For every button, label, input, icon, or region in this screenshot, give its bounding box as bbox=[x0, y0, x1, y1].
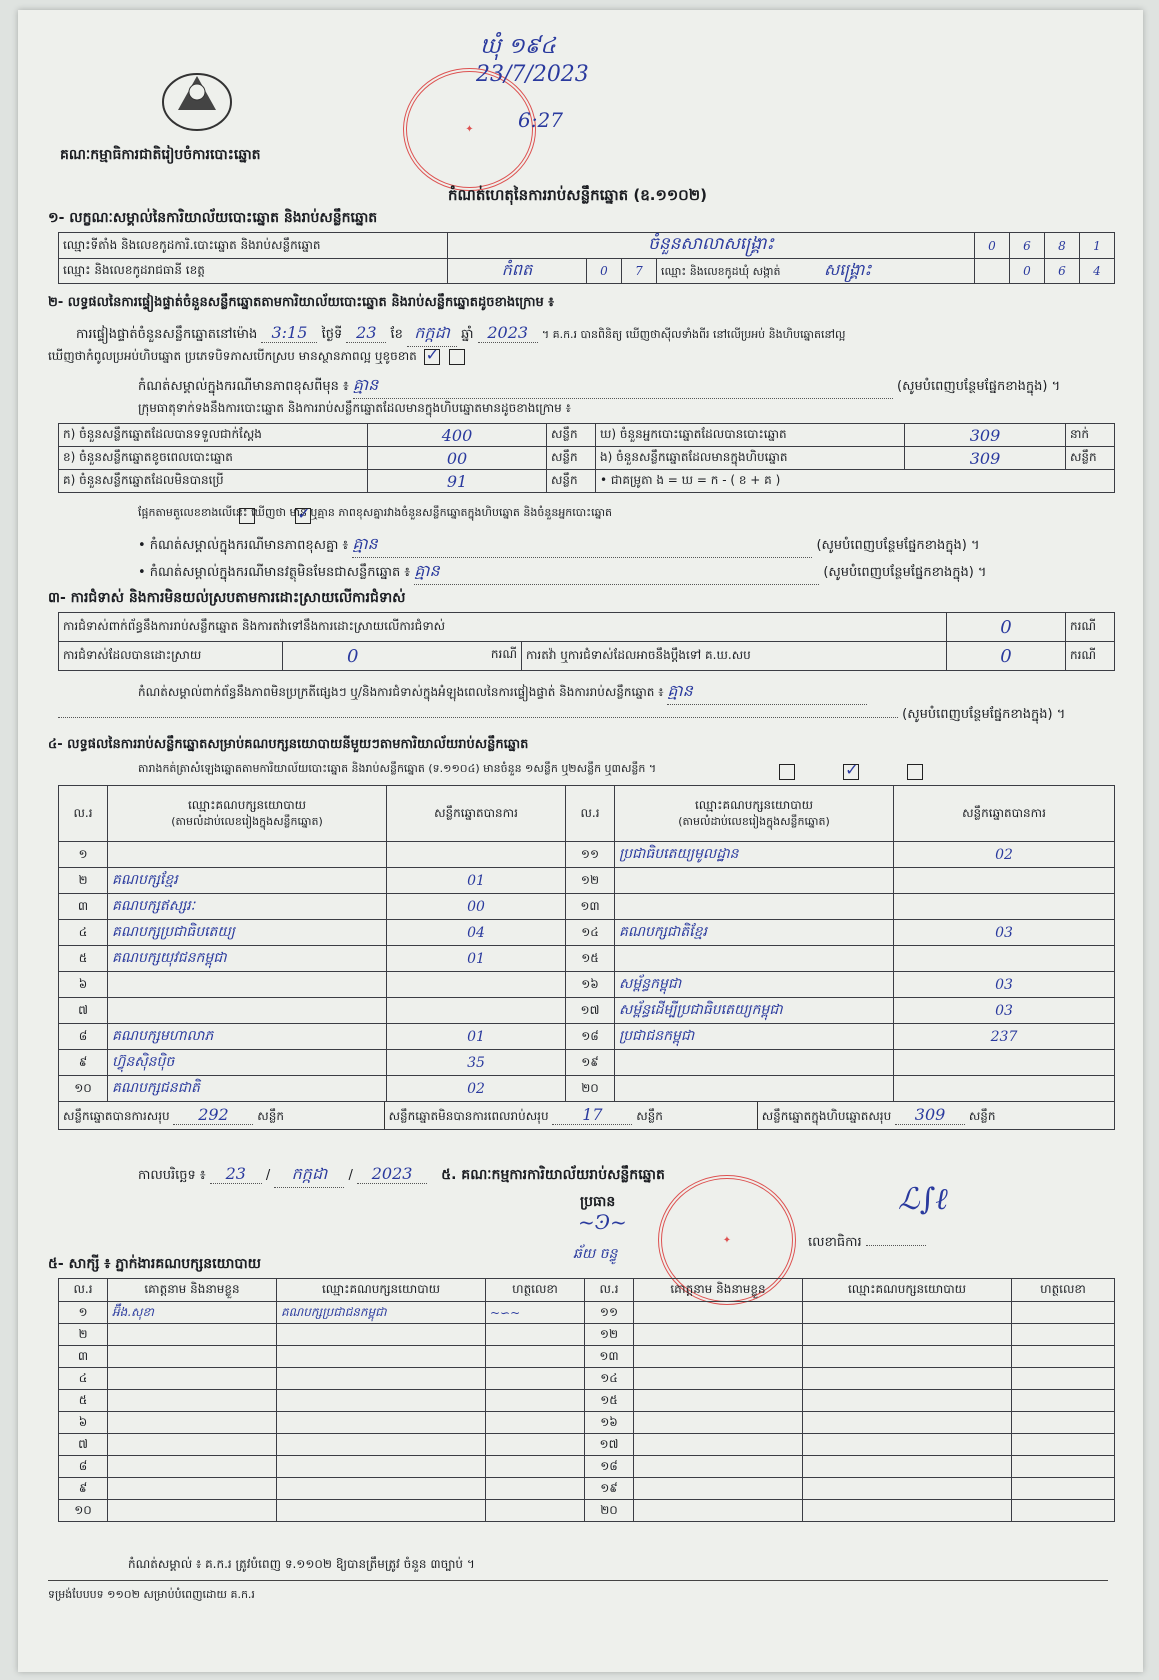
witness-signature bbox=[1012, 1368, 1115, 1390]
secretary-label: លេខាធិការ bbox=[808, 1235, 862, 1250]
ballot-materials-text: ក្រុមធាតុទាក់ទងនឹងការបោះឆ្នោត និងការរាប់សន្លឹកឆ្នោតដែលមានក្នុងហិបឆ្នោតមានដូចខាងក្រោម ៖ bbox=[138, 401, 571, 415]
witness-no: ១៨ bbox=[585, 1456, 634, 1478]
witness-no: ៤ bbox=[59, 1368, 108, 1390]
objections-unit: ករណី bbox=[1066, 613, 1115, 642]
party-no: ១៣ bbox=[566, 894, 615, 920]
secretary-signature-icon: ℒ∫ℓ bbox=[898, 1182, 948, 1217]
party-no: ២ bbox=[59, 868, 108, 894]
witness-name bbox=[634, 1478, 803, 1500]
witness-party bbox=[277, 1478, 486, 1500]
witness-signature bbox=[1012, 1346, 1115, 1368]
col-no-header: ល.រ bbox=[59, 786, 108, 842]
party-no: ៥ bbox=[59, 946, 108, 972]
objections-table bbox=[58, 612, 1115, 671]
party-row bbox=[59, 1076, 1115, 1102]
witness-party bbox=[803, 1302, 1012, 1324]
party-name bbox=[615, 1076, 894, 1102]
fill-hint: (សូមបំពេញបន្ថែមផ្នែកខាងក្នុង) ។ bbox=[816, 538, 980, 553]
witness-no: ៩ bbox=[59, 1478, 108, 1500]
fill-hint: (សូមបំពេញបន្ថែមផ្នែកខាងក្នុង) ។ bbox=[897, 379, 1061, 394]
witness-no: ៨ bbox=[59, 1456, 108, 1478]
province-label: ឈ្មោះ និងលេខកូដរាជធានី ខេត្ត bbox=[59, 259, 448, 284]
witness-signature bbox=[486, 1368, 585, 1390]
total-unit: សន្លឹក bbox=[257, 1109, 284, 1123]
witness-no: ៥ bbox=[59, 1390, 108, 1412]
resolved-value: 0 bbox=[347, 645, 359, 667]
witness-row bbox=[59, 1412, 1115, 1434]
witness-signature: ~∽~ bbox=[486, 1302, 585, 1324]
total-valid-value: 292 bbox=[173, 1105, 253, 1125]
total-invalid-label: សន្លឹកឆ្នោតមិនបានការពេលរាប់សរុប bbox=[388, 1109, 549, 1123]
official-stamp-top: ✦ bbox=[403, 68, 536, 191]
section-1-table bbox=[58, 232, 1115, 284]
party-row bbox=[59, 920, 1115, 946]
count-row-label: ង) ចំនួនសន្លឹកឆ្នោតដែលមានក្នុងហិបឆ្នោត bbox=[596, 447, 905, 470]
witness-name bbox=[634, 1368, 803, 1390]
witness-name bbox=[108, 1500, 277, 1522]
total-invalid-value: 17 bbox=[552, 1105, 632, 1125]
party-no: ១១ bbox=[566, 842, 615, 868]
witness-party bbox=[803, 1456, 1012, 1478]
witness-name bbox=[108, 1412, 277, 1434]
witness-no: ៣ bbox=[59, 1346, 108, 1368]
party-row bbox=[59, 1024, 1115, 1050]
witness-row bbox=[59, 1456, 1115, 1478]
party-votes: 00 bbox=[387, 894, 566, 920]
witness-row bbox=[59, 1390, 1115, 1412]
witness-no: ២ bbox=[59, 1324, 108, 1346]
party-name: គណបក្សជាតិខ្មែរ bbox=[615, 920, 894, 946]
witness-signature bbox=[1012, 1302, 1115, 1324]
witness-name bbox=[108, 1478, 277, 1500]
party-votes bbox=[894, 1076, 1115, 1102]
total-unit: សន្លឹក bbox=[968, 1109, 996, 1123]
witness-no: ៧ bbox=[59, 1434, 108, 1456]
party-row bbox=[59, 842, 1115, 868]
verification-time: 3:15 bbox=[261, 323, 317, 343]
witness-name bbox=[634, 1302, 803, 1324]
province-code-digit: 7 bbox=[622, 259, 657, 284]
commune-label: ឈ្មោះ និងលេខកូដឃុំ សង្កាត់ bbox=[661, 265, 781, 278]
party-votes: 01 bbox=[387, 868, 566, 894]
verification-month: កក្កដា bbox=[407, 322, 457, 347]
col-party-header: ឈ្មោះគណបក្សនយោបាយ bbox=[187, 797, 307, 812]
witness-name bbox=[634, 1456, 803, 1478]
witness-no: ១១ bbox=[585, 1302, 634, 1324]
party-votes bbox=[387, 842, 566, 868]
fill-hint: (សូមបំពេញបន្ថែមផ្នែកខាងក្នុង) ។ bbox=[823, 565, 987, 580]
party-row bbox=[59, 998, 1115, 1024]
date-year: 2023 bbox=[357, 1164, 427, 1184]
party-name: គណបក្សខ្មែរ bbox=[108, 868, 387, 894]
party-name: គណបក្សយុវជនកម្ពុជា bbox=[108, 946, 387, 972]
witness-signature bbox=[1012, 1456, 1115, 1478]
col-no-header: ល.រ bbox=[566, 786, 615, 842]
verification-text-d: ឆ្នាំ bbox=[461, 327, 474, 342]
witness-no: ១២ bbox=[585, 1324, 634, 1346]
witness-signature bbox=[486, 1456, 585, 1478]
party-results-table bbox=[58, 785, 1115, 1130]
fill-hint: (សូមបំពេញបន្ថែមផ្នែកខាងក្នុង) ។ bbox=[902, 707, 1066, 722]
party-no: ១៤ bbox=[566, 920, 615, 946]
total-box-value: 309 bbox=[895, 1105, 965, 1125]
party-no: ១៥ bbox=[566, 946, 615, 972]
party-no: ១ bbox=[59, 842, 108, 868]
party-name bbox=[615, 868, 894, 894]
location-label: ឈ្មោះទីតាំង និងលេខកូដការិ.បោះឆ្នោត និងរាប់សន្លឹកឆ្នោត bbox=[59, 233, 448, 259]
completion-note: កំណត់សម្គាល់ ៖ គ.ក.រ ត្រូវបំពេញ ទ.១១០២ ឱ្យបានត្រឹមត្រូវ ចំនួន ៣ច្បាប់ ។ bbox=[128, 1557, 475, 1571]
official-stamp-bottom: ✦ bbox=[658, 1175, 796, 1305]
verification-text-a: ការផ្ទៀងផ្ទាត់ចំនួនសន្លឹកឆ្នោតនៅម៉ោង bbox=[76, 327, 258, 342]
party-name: សម្ព័ន្ធកម្ពុជា bbox=[615, 972, 894, 998]
commune-code-digit: 0 bbox=[1010, 259, 1045, 284]
party-name: គណបក្សមហាលាភ bbox=[108, 1024, 387, 1050]
chair-signature-icon: ~Ͽ~ bbox=[578, 1210, 627, 1234]
witness-party bbox=[277, 1324, 486, 1346]
witness-signature bbox=[486, 1500, 585, 1522]
three-sheets-checkbox[interactable] bbox=[907, 764, 923, 780]
party-no: ១៧ bbox=[566, 998, 615, 1024]
bullet1-label: • កំណត់សម្គាល់ក្នុងករណីមានភាពខុសគ្នា ៖ bbox=[138, 538, 349, 553]
commune-code-digit: 6 bbox=[1045, 259, 1080, 284]
party-no: ៤ bbox=[59, 920, 108, 946]
bullet2-value: គ្មាន bbox=[414, 560, 819, 585]
irregularity-label: កំណត់សម្គាល់ពាក់ព័ន្ធនឹងភាពមិនប្រក្រតីផ្សេងៗ ឬ/និងការជំទាស់ក្នុងអំឡុងពេលនៃការផ្ទៀងផ្ទាត់ និងការរាប់សន្លឹកឆ្នោត ៖ bbox=[138, 685, 664, 699]
party-row bbox=[59, 894, 1115, 920]
date-day: 23 bbox=[210, 1164, 262, 1184]
witness-name bbox=[634, 1434, 803, 1456]
section-3-heading: ៣- ការជំទាស់ និងការមិនយល់ស្របតាមការដោះស្រាយលើការជំទាស់ bbox=[48, 590, 406, 606]
verification-day: 23 bbox=[346, 323, 386, 343]
party-votes: 03 bbox=[894, 998, 1115, 1024]
appeal-label: ការតវ៉ា ឬការជំទាស់ដែលអាចនឹងប្តឹងទៅ គ.ឃ.សប bbox=[522, 642, 947, 671]
bullet1-value: គ្មាន bbox=[352, 533, 812, 558]
two-sheets-checkbox[interactable] bbox=[843, 764, 859, 780]
party-name: គណបក្សជនជាតិ bbox=[108, 1076, 387, 1102]
handwritten-annotation-1: ឃុំ ១៩៤ bbox=[480, 34, 556, 59]
witness-signature bbox=[1012, 1390, 1115, 1412]
witness-no: ៦ bbox=[59, 1412, 108, 1434]
witness-party bbox=[803, 1390, 1012, 1412]
resolved-label: ការជំទាស់ដែលបានដោះស្រាយ bbox=[59, 642, 283, 671]
witness-party bbox=[277, 1500, 486, 1522]
witness-no: ២០ bbox=[585, 1500, 634, 1522]
party-votes: 02 bbox=[387, 1076, 566, 1102]
party-no: ៧ bbox=[59, 998, 108, 1024]
ballot-counts-table bbox=[58, 423, 1115, 493]
witness-row bbox=[59, 1324, 1115, 1346]
discrepancy-text: ផ្អែកតាមតួលេខខាងលើនេះ ឃើញថា មាន ឬគ្មាន ភាពខុសគ្នារវាងចំនួនសន្លឹកឆ្នោតក្នុងហិបឆ្នោត និងចំនួនអ្នកបោះឆ្នោត bbox=[138, 506, 613, 519]
count-row-unit: សន្លឹក bbox=[547, 470, 596, 493]
resolved-unit: ករណី bbox=[490, 646, 517, 661]
w-col-party: ឈ្មោះគណបក្សនយោបាយ bbox=[803, 1279, 1012, 1302]
formula-text: • ជាគម្រូតា ង = ឃ = ក - ( ខ + គ ) bbox=[596, 470, 1115, 493]
count-row-label: ឃ) ចំនួនអ្នកបោះឆ្នោតដែលបានបោះឆ្នោត bbox=[596, 424, 905, 447]
witness-row bbox=[59, 1434, 1115, 1456]
witness-name bbox=[634, 1500, 803, 1522]
witness-name bbox=[108, 1434, 277, 1456]
box-condition-text: ឃើញថាកំពូលប្រអប់ហិបឆ្នោត ប្រភេទបិទភាសបើកស្រប មានស្ថានភាពល្អ ឬខូចខាត bbox=[48, 349, 417, 363]
count-row-value: 309 bbox=[905, 424, 1066, 447]
witness-signature bbox=[1012, 1500, 1115, 1522]
witness-name bbox=[108, 1390, 277, 1412]
witness-name bbox=[108, 1456, 277, 1478]
witness-name bbox=[634, 1324, 803, 1346]
witness-name bbox=[108, 1346, 277, 1368]
w-col-no: ល.រ bbox=[59, 1279, 108, 1302]
party-votes bbox=[387, 998, 566, 1024]
bullet2-label: • កំណត់សម្គាល់ក្នុងករណីមានវត្ថុមិនមែនជាសន្លឹកឆ្នោត ៖ bbox=[138, 565, 411, 580]
w-col-sign: ហត្ថលេខា bbox=[1012, 1279, 1115, 1302]
count-row-value: 400 bbox=[368, 424, 547, 447]
witness-signature bbox=[1012, 1478, 1115, 1500]
witness-signature bbox=[1012, 1324, 1115, 1346]
location-code-digit: 6 bbox=[1010, 233, 1045, 259]
party-votes: 35 bbox=[387, 1050, 566, 1076]
witness-party bbox=[803, 1346, 1012, 1368]
party-no: ៣ bbox=[59, 894, 108, 920]
witness-no: ១៦ bbox=[585, 1412, 634, 1434]
party-votes bbox=[894, 894, 1115, 920]
party-votes: 03 bbox=[894, 920, 1115, 946]
witness-party bbox=[277, 1456, 486, 1478]
total-valid-label: សន្លឹកឆ្នោតបានការសរុប bbox=[63, 1109, 170, 1123]
date-label: កាលបរិច្ឆេទ ៖ bbox=[138, 1168, 206, 1183]
witness-party bbox=[803, 1500, 1012, 1522]
location-value: ចំនួនសាលាសង្គ្រោះ bbox=[448, 233, 975, 259]
witness-party bbox=[803, 1478, 1012, 1500]
col-party-subheader: (តាមលំដាប់លេខរៀងក្នុងសន្លឹកឆ្នោត) bbox=[171, 814, 323, 828]
objections-label: ការជំទាស់ពាក់ព័ន្ធនឹងការរាប់សន្លឹកឆ្នោត និងការតវ៉ាទៅនឹងការដោះស្រាយលើការជំទាស់ bbox=[59, 613, 947, 642]
witness-signature bbox=[486, 1412, 585, 1434]
party-name bbox=[615, 1050, 894, 1076]
section-5-heading: ៥- សាក្សី ៖ ភ្នាក់ងារគណបក្សនយោបាយ bbox=[48, 1256, 262, 1272]
col-party-header: ឈ្មោះគណបក្សនយោបាយ bbox=[694, 797, 814, 812]
party-name: សម្ព័ន្ធដើម្បីប្រជាធិបតេយ្យកម្ពុជា bbox=[615, 998, 894, 1024]
party-name bbox=[108, 972, 387, 998]
note1-value: គ្មាន bbox=[353, 374, 893, 399]
party-no: ៦ bbox=[59, 972, 108, 998]
province-code-digit: 0 bbox=[587, 259, 622, 284]
discrepancy-no-checkbox[interactable] bbox=[295, 508, 311, 524]
handwritten-annotation-3: 6:27 bbox=[518, 108, 563, 132]
witness-no: ១៥ bbox=[585, 1390, 634, 1412]
count-row-label: ក) ចំនួនសន្លឹកឆ្នោតដែលបានទទួលជាក់ស្តែង bbox=[59, 424, 368, 447]
objections-value: 0 bbox=[947, 613, 1066, 642]
witness-row bbox=[59, 1478, 1115, 1500]
verification-year: 2023 bbox=[478, 323, 538, 343]
party-row bbox=[59, 946, 1115, 972]
witness-signature bbox=[1012, 1434, 1115, 1456]
total-unit: សន្លឹក bbox=[636, 1109, 663, 1123]
w-col-name: គោត្តនាម និងនាមខ្លួន bbox=[108, 1279, 277, 1302]
witness-row bbox=[59, 1500, 1115, 1522]
w-col-name: គោត្តនាម និងនាមខ្លួន bbox=[634, 1279, 803, 1302]
witness-party bbox=[277, 1434, 486, 1456]
irregularity-value: គ្មាន bbox=[667, 680, 867, 705]
committee-name: គណៈកម្មាធិការជាតិរៀបចំការបោះឆ្នោត bbox=[60, 147, 261, 163]
witness-name bbox=[634, 1390, 803, 1412]
witness-no: ១៣ bbox=[585, 1346, 634, 1368]
witness-table bbox=[58, 1278, 1115, 1522]
verification-text-b: ថ្ងៃទី bbox=[321, 327, 343, 342]
count-row-value: 00 bbox=[368, 447, 547, 470]
party-name: ប្រជាធិបតេយ្យមូលដ្ឋាន bbox=[615, 842, 894, 868]
commune-value: សង្គ្រោះ bbox=[824, 260, 872, 279]
col-votes-header: សន្លឹកឆ្នោតបានការ bbox=[387, 786, 566, 842]
party-row bbox=[59, 972, 1115, 998]
witness-name bbox=[634, 1412, 803, 1434]
form-title: កំណត់ហេតុនៃការរាប់សន្លឹកឆ្នោត (ឧ.១១០២) bbox=[448, 186, 708, 204]
national-emblem-icon bbox=[158, 62, 236, 134]
count-row-unit: សន្លឹក bbox=[547, 447, 596, 470]
witness-party bbox=[803, 1434, 1012, 1456]
party-no: ១៨ bbox=[566, 1024, 615, 1050]
witness-party: គណបក្សប្រជាជនកម្ពុជា bbox=[277, 1302, 486, 1324]
party-votes: 04 bbox=[387, 920, 566, 946]
party-no: ១៩ bbox=[566, 1050, 615, 1076]
condition-damaged-checkbox[interactable] bbox=[449, 349, 465, 365]
col-votes-header: សន្លឹកឆ្នោតបានការ bbox=[894, 786, 1115, 842]
party-name bbox=[108, 842, 387, 868]
count-row-value: 309 bbox=[905, 447, 1066, 470]
witness-signature bbox=[486, 1346, 585, 1368]
witness-no: ១៧ bbox=[585, 1434, 634, 1456]
party-name: គណបក្សប្រជាធិបតេយ្យ bbox=[108, 920, 387, 946]
count-row-value: 91 bbox=[368, 470, 547, 493]
col-party-subheader: (តាមលំដាប់លេខរៀងក្នុងសន្លឹកឆ្នោត) bbox=[678, 814, 830, 828]
form-page: គណៈកម្មាធិការជាតិរៀបចំការបោះឆ្នោត ✦ ឃុំ ១៩៤ 23/7/2023 6:27 កំណត់ហេតុនៃការរាប់សន្លឹកឆ្នោត (ឧ.១១០២) ១- លក្ខណៈសម្គាល់នៃការិយាល័យបោះឆ្នោត និងរាប់សន្លឹកឆ្នោត ឈ្មោះទីតាំង និងលេខកូដការិ.បោះឆ្នោត និងរាប់សន្លឹកឆ្នោត ចំនួនសាលាសង្គ្រោះ 0 6 8 1 ឈ្មោះ និងលេខកូដរាជធានី ខេត្ត កំពត 0 7 ឈ្មោះ និងលេខកូដឃុំ សង្កាត់ សង្គ្រោះ 0 6 4 ២- លទ្ធផលនៃការផ្ទៀងផ្ទាត់ចំនួនសន្លឹកឆ្នោតតាមការិយាល័យបោះឆ្នោត និងរាប់សន្លឹកឆ្នោតដូចខាងក្រោម ៖ ការផ្ទៀងផ្ទាត់ចំនួនសន្លឹកឆ្នោតនៅម៉ោង 3:15 ថ្ងៃទី 23 ខែ កក្កដា ឆ្នាំ 2023 ។ គ.ក.រ បានពិនិត្យ ឃើញថាស៊ីលទាំងពីរ នៅលើប្រអប់ និងហិបឆ្នោតនៅល្អ ឃើញថាកំពូលប្រអប់ហិបឆ្នោត ប្រភេទបិទភាសបើកស្រប មានស្ថានភាពល្អ ឬខូចខាត ✓ កំណត់សម្គាល់ក្នុងករណីមានភាពខុសពីមុន ៖ គ្មាន (សូមបំពេញបន្ថែមផ្នែកខាងក្នុង) ។ ក្រុមធាតុទាក់ទងនឹងការបោះឆ្នោត និងការរាប់សន្លឹកឆ្នោតដែលមានក្នុងហិបឆ្នោតមានដូចខាងក្រោម ៖ ក) ចំនួនសន្លឹកឆ្នោតដែលបានទទួលជាក់ស្តែង 400 សន្លឹក ឃ) ចំនួនអ្នកបោះឆ្នោតដែលបានបោះឆ្នោត 309 នាក់ ខ) ចំនួនសន្លឹកឆ្នោតខូចពេលបោះឆ្នោត 00 សន្លឹក ង) ចំនួនសន្លឹកឆ្នោតដែលមានក្នុងហិបឆ្នោត 309 សន្លឹក គ) ចំនួនសន្លឹកឆ្នោតដែលមិនបានប្រើ 91 សន្លឹក • ជាគម្រូតា ង = ឃ = ក - ( ខ + គ ) ផ្អែកតាមតួលេខខាងលើនេះ ឃើញថា មាន ឬគ្មាន ភាពខុសគ្នារវាងចំនួនសន្លឹកឆ្នោតក្នុងហិបឆ្នោត និងចំនួនអ្នកបោះឆ្នោត ✓ • កំណត់សម្គាល់ក្នុងករណីមានភាពខុសគ្នា ៖ គ្មាន (សូមបំពេញបន្ថែមផ្នែកខាងក្នុង) ។ • កំណត់សម្គាល់ក្នុងករណីមានវត្ថុមិនមែនជាសន្លឹកឆ្នោត ៖ គ្មាន (សូមបំពេញបន្ថែមផ្នែកខាងក្នុង) ។ ៣- ការជំទាស់ និងការមិនយល់ស្របតាមការដោះស្រាយលើការជំទាស់ ការជំទាស់ពាក់ព័ន្ធនឹងការរាប់សន្លឹកឆ្នោត និងការតវ៉ាទៅនឹងការដោះស្រាយលើការជំទាស់ 0 ករណី ការជំទាស់ដែលបានដោះស្រាយ 0 ករណី ការតវ៉ា ឬការជំទាស់ដែលអាចនឹងប្តឹងទៅ គ.ឃ.សប 0 ករណី កំណត់សម្គាល់ពាក់ព័ន្ធនឹងភាពមិនប្រក្រតីផ្សេងៗ ឬ/និងការជំទាស់ក្នុងអំឡុងពេលនៃការផ្ទៀងផ្ទាត់ និងការរាប់សន្លឹកឆ្នោត ៖ គ្មាន (សូមបំពេញបន្ថែមផ្នែកខាងក្នុង) ។ ៤- លទ្ធផលនៃការរាប់សន្លឹកឆ្នោតសម្រាប់គណបក្សនយោបាយនីមួយៗតាមការិយាល័យរាប់សន្លឹកឆ្នោត តារាងកត់ត្រាសំឡេងឆ្នោតតាមការិយាល័យបោះឆ្នោត និងរាប់សន្លឹកឆ្នោត (ទ.១១០៤) មានចំនួន ១សន្លឹក ឬ២សន្លឹក ឬ៣សន្លឹក ។ ✓ ល.រ ឈ្មោះគណបក្សនយោបាយ (តាមលំដាប់លេខរៀងក្នុងសន្លឹកឆ្នោត) សន្លឹកឆ្នោតបានការ ល.រ ឈ្មោះគណបក្សនយោបាយ (តាមលំដាប់លេខរៀងក្នុងសន្លឹកឆ្នោត) សន្លឹកឆ្នោតបានការ ១ ១១ ប្រជាធិបតេយ្យមូលដ្ឋាន 02 ២ គណបក្សខ្មែរ 01 ១២ ៣ គណបក្សឥស្សរៈ 00 ១៣ ៤ គណបក្សប្រជាធិបតេយ្យ 04 ១៤ គណបក្សជាតិខ្មែរ 03 ៥ គណបក្សយុវជនកម្ពុជា 01 ១៥ ៦ ១៦ សម្ព័ន្ធកម្ពុជា 03 ៧ ១៧ សម្ព័ន្ធដើម្បីប្រជាធិបតេយ្យកម្ពុជា 03 ៨ គណបក្សមហាលាភ 01 ១៨ ប្រជាជនកម្ពុជា 237 ៩ ហ៊្វុនស៊ិនប៉ិច 35 ១៩ ១០ គណបក្សជនជាតិ 02 ២០ សន្លឹកឆ្នោតបានការសរុប 292 សន្លឹក សន្លឹកឆ្នោតមិនបានការពេលរាប់សរុប 17 សន្លឹក សន្លឹកឆ្នោតក្នុងហិបឆ្នោតសរុប 309 សន្លឹក កាលបរិច្ឆេទ ៖ 23 / កក្កដា / 2023 ៥. គណៈកម្មការការិយាល័យរាប់សន្លឹកឆ្នោត ប្រធាន ~Ͽ~ ឆ័យ ចន្ធូ ✦ លេខាធិការ ℒ∫ℓ ៥- សាក្សី ៖ ភ្នាក់ងារគណបក្សនយោបាយ ល.រ គោត្តនាម និងនាមខ្លួន ឈ្មោះគណបក្សនយោបាយ ហត្ថលេខា ល.រ គោត្តនាម និងនាមខ្លួន ឈ្មោះគណបក្សនយោបាយ ហត្ថលេខា ១ អ៊ឹង.សុខា គណបក្សប្រជាជនកម្ពុជា ~∽~ ១១ ២ ១២ ៣ ១៣ ៤ ១៤ ៥ ១៥ ៦ ១៦ ៧ ១៧ ៨ ១៨ ៩ ១៩ ១០ ២០ កំណត់សម្គាល់ ៖ គ.ក.រ ត្រូវបំពេញ ទ.១១០២ ឱ្យបានត្រឹមត្រូវ ចំនួន ៣ច្បាប់ ។ ទម្រង់បែបបទ ១១០២ សម្រាប់បំពេញដោយ គ.ក.រ bbox=[18, 10, 1143, 1672]
committee-signature-heading: ៥. គណៈកម្មការការិយាល័យរាប់សន្លឹកឆ្នោត bbox=[441, 1167, 665, 1183]
witness-party bbox=[803, 1412, 1012, 1434]
witness-name bbox=[108, 1368, 277, 1390]
condition-good-checkbox[interactable] bbox=[424, 349, 440, 365]
party-name bbox=[108, 998, 387, 1024]
verification-text-e: ។ គ.ក.រ បានពិនិត្យ ឃើញថាស៊ីលទាំងពីរ នៅលើប្រអប់ និងហិបឆ្នោតនៅល្អ bbox=[541, 328, 846, 341]
section-4-intro: តារាងកត់ត្រាសំឡេងឆ្នោតតាមការិយាល័យបោះឆ្នោត និងរាប់សន្លឹកឆ្នោត (ទ.១១០៤) មានចំនួន ១សន្លឹក ឬ២សន្លឹក ឬ៣សន្លឹក ។ bbox=[138, 762, 657, 775]
witness-party bbox=[803, 1368, 1012, 1390]
chair-label: ប្រធាន bbox=[580, 1194, 616, 1210]
witness-row bbox=[59, 1346, 1115, 1368]
party-name bbox=[615, 894, 894, 920]
appeal-unit: ករណី bbox=[1066, 642, 1115, 671]
witness-signature bbox=[1012, 1412, 1115, 1434]
party-votes bbox=[894, 946, 1115, 972]
count-row-unit: សន្លឹក bbox=[1066, 447, 1115, 470]
party-row bbox=[59, 1050, 1115, 1076]
witness-party bbox=[803, 1324, 1012, 1346]
section-4-heading: ៤- លទ្ធផលនៃការរាប់សន្លឹកឆ្នោតសម្រាប់គណបក្សនយោបាយនីមួយៗតាមការិយាល័យរាប់សន្លឹកឆ្នោត bbox=[48, 737, 529, 752]
witness-party bbox=[277, 1390, 486, 1412]
party-votes bbox=[387, 972, 566, 998]
party-row bbox=[59, 868, 1115, 894]
appeal-value: 0 bbox=[947, 642, 1066, 671]
party-votes: 02 bbox=[894, 842, 1115, 868]
count-row-unit: សន្លឹក bbox=[547, 424, 596, 447]
party-votes: 01 bbox=[387, 1024, 566, 1050]
party-no: ៩ bbox=[59, 1050, 108, 1076]
note1-label: កំណត់សម្គាល់ក្នុងករណីមានភាពខុសពីមុន ៖ bbox=[138, 379, 349, 394]
verification-text-c: ខែ bbox=[390, 327, 403, 342]
witness-party bbox=[277, 1346, 486, 1368]
discrepancy-yes-checkbox[interactable] bbox=[239, 508, 255, 524]
location-code-digit: 8 bbox=[1045, 233, 1080, 259]
party-no: ២០ bbox=[566, 1076, 615, 1102]
party-votes: 237 bbox=[894, 1024, 1115, 1050]
location-code-digit: 0 bbox=[975, 233, 1010, 259]
witness-signature bbox=[486, 1478, 585, 1500]
section-1-heading: ១- លក្ខណៈសម្គាល់នៃការិយាល័យបោះឆ្នោត និងរាប់សន្លឹកឆ្នោត bbox=[48, 210, 378, 226]
witness-no: ១០ bbox=[59, 1500, 108, 1522]
witness-no: ១ bbox=[59, 1302, 108, 1324]
witness-name bbox=[634, 1346, 803, 1368]
location-code-digit: 1 bbox=[1080, 233, 1115, 259]
party-no: ១២ bbox=[566, 868, 615, 894]
party-votes bbox=[894, 868, 1115, 894]
witness-row bbox=[59, 1368, 1115, 1390]
party-no: ១០ bbox=[59, 1076, 108, 1102]
witness-signature bbox=[486, 1434, 585, 1456]
witness-name bbox=[108, 1324, 277, 1346]
w-col-sign: ហត្ថលេខា bbox=[486, 1279, 585, 1302]
party-name: ប្រជាជនកម្ពុជា bbox=[615, 1024, 894, 1050]
witness-party bbox=[277, 1412, 486, 1434]
section-2-heading: ២- លទ្ធផលនៃការផ្ទៀងផ្ទាត់ចំនួនសន្លឹកឆ្នោតតាមការិយាល័យបោះឆ្នោត និងរាប់សន្លឹកឆ្នោតដូចខាងក្រោម ៖ bbox=[48, 295, 554, 310]
handwritten-annotation-2: 23/7/2023 bbox=[476, 62, 589, 87]
count-row-label: ខ) ចំនួនសន្លឹកឆ្នោតខូចពេលបោះឆ្នោត bbox=[59, 447, 368, 470]
w-col-no: ល.រ bbox=[585, 1279, 634, 1302]
witness-row bbox=[59, 1302, 1115, 1324]
party-no: ៨ bbox=[59, 1024, 108, 1050]
party-votes: 03 bbox=[894, 972, 1115, 998]
count-row-unit: នាក់ bbox=[1066, 424, 1115, 447]
witness-party bbox=[277, 1368, 486, 1390]
witness-no: ១៤ bbox=[585, 1368, 634, 1390]
form-footer: ទម្រង់បែបបទ ១១០២ សម្រាប់បំពេញដោយ គ.ក.រ bbox=[48, 1588, 255, 1601]
count-row-label: គ) ចំនួនសន្លឹកឆ្នោតដែលមិនបានប្រើ bbox=[59, 470, 368, 493]
party-name: ហ៊្វុនស៊ិនប៉ិច bbox=[108, 1050, 387, 1076]
province-value: កំពត bbox=[448, 259, 587, 284]
witness-signature bbox=[486, 1324, 585, 1346]
commune-code-digit: 4 bbox=[1080, 259, 1115, 284]
witness-signature bbox=[486, 1390, 585, 1412]
date-month: កក្កដា bbox=[274, 1163, 344, 1188]
witness-no: ១៩ bbox=[585, 1478, 634, 1500]
party-votes bbox=[894, 1050, 1115, 1076]
party-name bbox=[615, 946, 894, 972]
party-name: គណបក្សឥស្សរៈ bbox=[108, 894, 387, 920]
witness-name: អ៊ឹង.សុខា bbox=[108, 1302, 277, 1324]
total-box-label: សន្លឹកឆ្នោតក្នុងហិបឆ្នោតសរុប bbox=[761, 1109, 892, 1123]
party-no: ១៦ bbox=[566, 972, 615, 998]
party-votes: 01 bbox=[387, 946, 566, 972]
chair-name: ឆ័យ ចន្ធូ bbox=[573, 1246, 618, 1262]
w-col-party: ឈ្មោះគណបក្សនយោបាយ bbox=[277, 1279, 486, 1302]
one-sheet-checkbox[interactable] bbox=[779, 764, 795, 780]
